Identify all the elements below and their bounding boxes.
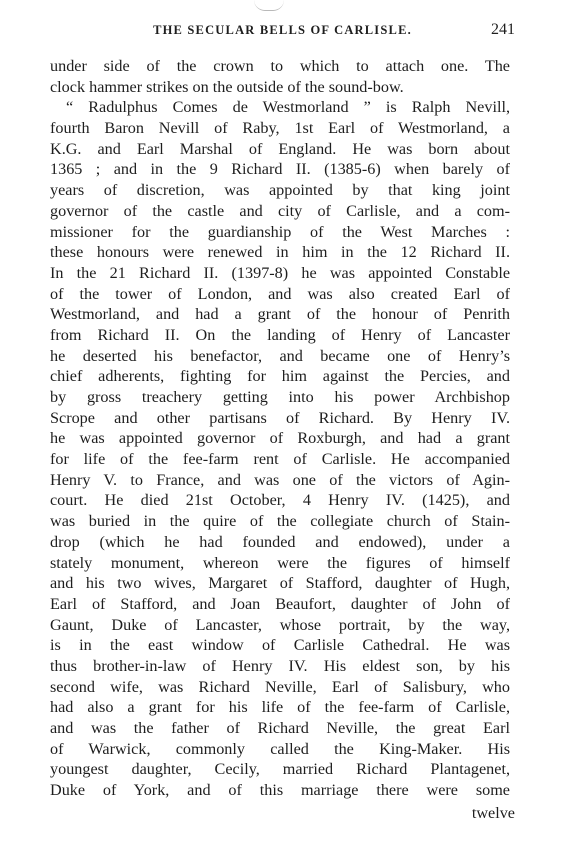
text-line: 1365 ; and in the 9 Richard II. (1385-6) when barely of: [50, 160, 510, 179]
text-line: youngest daughter, Cecily, married Richard Plantagenet,: [50, 760, 510, 779]
text-line: these honours were renewed in him in the 12 Richard II.: [50, 243, 510, 262]
text-line: from Richard II. On the landing of Henry of Lancaster: [50, 325, 510, 344]
page-header: [50, 19, 515, 41]
text-line: drop (which he had founded and endowed), under a: [50, 532, 510, 551]
text-line: governor of the castle and city of Carlisle, and a com-: [50, 201, 510, 220]
text-line: chief adherents, fighting for him against the Percies, and: [50, 367, 510, 386]
text-line: clock hammer strikes on the outside of the sound-bow.: [50, 77, 404, 96]
text-line: missioner for the guardianship of the West Marches :: [50, 222, 510, 241]
text-line: Henry V. to France, and was one of the victors of Agin-: [50, 470, 510, 489]
text-line: of Warwick, commonly called the King-Maker. His: [50, 739, 510, 758]
text-line: Gaunt, Duke of Lancaster, whose portrait, by the way,: [50, 615, 510, 634]
text-line: he was appointed governor of Roxburgh, and had a grant: [50, 429, 510, 448]
text-line: In the 21 Richard II. (1397-8) he was appointed Constable: [50, 263, 510, 282]
text-line: fourth Baron Nevill of Raby, 1st Earl of Westmorland, a: [50, 119, 510, 138]
text-line: Duke of York, and of this marriage there were some: [50, 781, 510, 800]
text-line: had also a grant for his life of the fee-farm of Carlisle,: [50, 698, 510, 717]
text-line: he deserted his benefactor, and became one of Henry’s: [50, 346, 510, 365]
text-line: thus brother-in-law of Henry IV. His eldest son, by his: [50, 656, 510, 675]
page-edge-mark: [254, 0, 284, 11]
text-line: and was the father of Richard Neville, the great Earl: [50, 719, 510, 737]
text-line: Scrope and other partisans of Richard. By Henry IV.: [50, 408, 510, 427]
text-line: Earl of Stafford, and Joan Beaufort, daughter of John of: [50, 594, 510, 613]
text-line: by gross treachery getting into his power Archbishop: [50, 388, 510, 406]
text-line: is in the east window of Carlisle Cathedral. He was: [50, 636, 510, 655]
body-text: [50, 56, 510, 801]
running-head: THE SECULAR BELLS OF CARLISLE.: [153, 23, 412, 37]
page-number: 241: [491, 21, 515, 38]
text-line: second wife, was Richard Neville, Earl of Salisbury, who: [50, 677, 510, 696]
text-line: for life of the fee-farm rent of Carlisle. He accompanied: [50, 450, 510, 469]
text-line: years of discretion, was appointed by that king joint: [50, 181, 510, 200]
text-line: stately monument, whereon were the figures of himself: [50, 553, 510, 572]
text-line: was buried in the quire of the collegiate church of Stain-: [50, 512, 510, 531]
text-line: and his two wives, Margaret of Stafford, daughter of Hugh,: [50, 574, 510, 593]
text-line: K.G. and Earl Marshal of England. He was born about: [50, 139, 510, 158]
text-line: of the tower of London, and was also created Earl of: [50, 284, 510, 303]
text-line: “ Radulphus Comes de Westmorland ” is Ralph Nevill,: [66, 98, 510, 117]
text-line: Westmorland, and had a grant of the honour of Penrith: [50, 305, 510, 324]
catchword: twelve: [471, 804, 515, 822]
text-line: court. He died 21st October, 4 Henry IV. (1425), and: [50, 491, 510, 510]
text-line: under side of the crown to which to attach one. The: [50, 57, 510, 75]
